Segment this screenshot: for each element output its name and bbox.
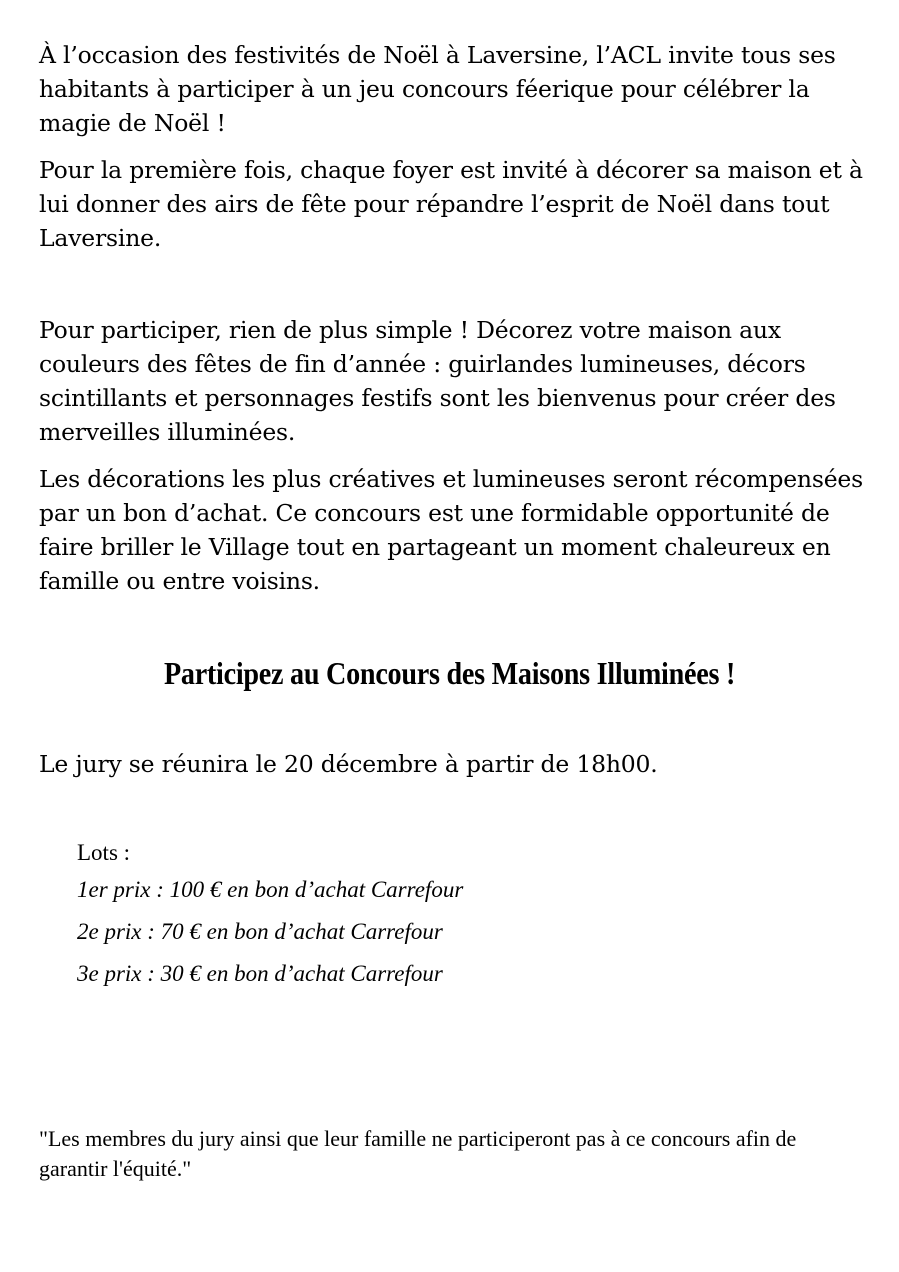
jury-exclusion-note: "Les membres du jury ainsi que leur famille ne participeront pas à ce concours afin de garantir l'équité." [39,1126,797,1181]
prizes-title: Lots : [77,840,131,865]
jury-date-text: Le jury se réunira le 20 décembre à partir de 18h00. [39,750,658,778]
reward-paragraph: Les décorations les plus créatives et lumineuses seront récompensées par un bon d’achat. Ce concours est une formidable opportunité de faire briller le Village tout en partageant un moment chaleureux en famille ou entre voisins. [39,465,863,595]
prize-item-third: 3e prix : 30 € en bon d’achat Carrefour [77,961,443,986]
contest-headline: Participez au Concours des Maisons Illuminées ! [163,655,736,691]
invitation-paragraph: Pour la première fois, chaque foyer est invité à décorer sa maison et à lui donner des airs de fête pour répandre l’esprit de Noël dans tout Laversine. [39,156,863,252]
prize-item-second: 2e prix : 70 € en bon d’achat Carrefour [77,919,443,944]
participation-paragraph: Pour participer, rien de plus simple ! Décorez votre maison aux couleurs des fêtes de fin d’année : guirlandes lumineuses, décors scintillants et personnages festifs sont les bienvenus pour créer des merveilles illuminées. [39,316,836,446]
intro-paragraph: À l’occasion des festivités de Noël à Laversine, l’ACL invite tous ses habitants à participer à un jeu concours féerique pour célébrer la magie de Noël ! [39,41,836,137]
prizes-list [77,838,463,995]
prize-item-first: 1er prix : 100 € en bon d’achat Carrefour [77,877,464,902]
